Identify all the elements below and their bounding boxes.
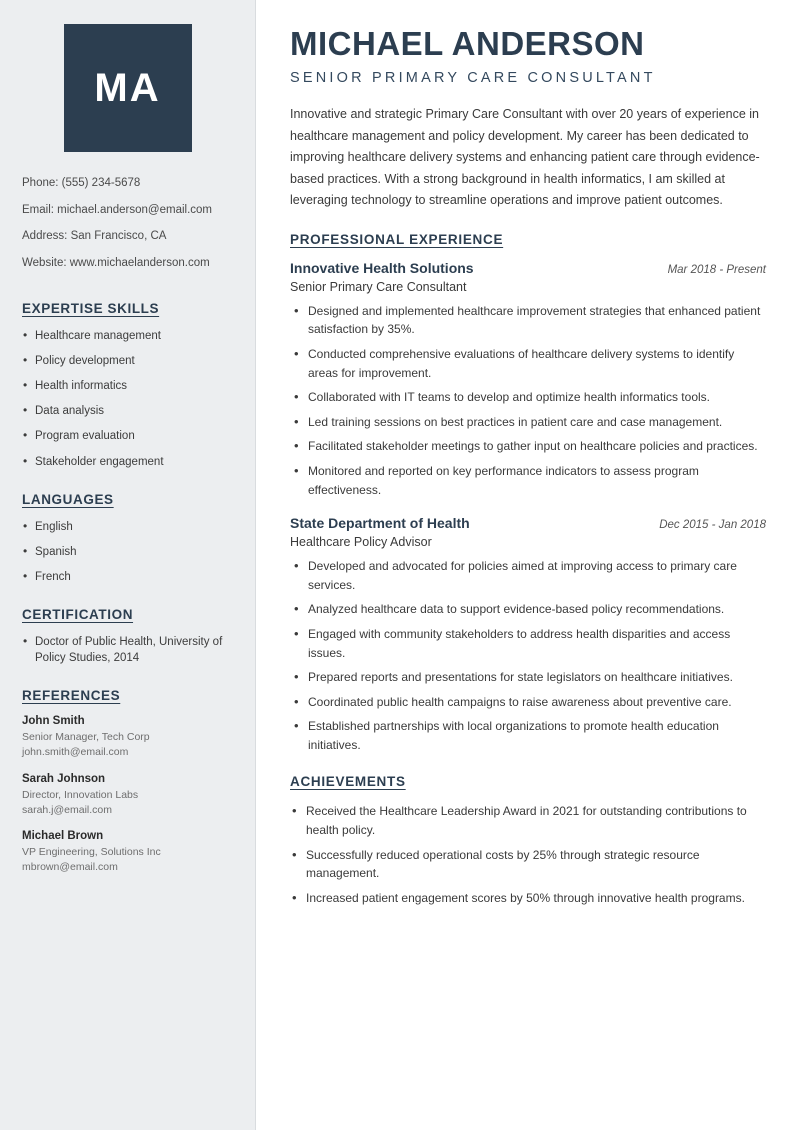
employment-dates: Mar 2018 - Present [667,263,766,276]
responsibilities-list [290,557,766,754]
contact-phone: Phone: (555) 234-5678 [22,177,141,189]
languages-list [22,519,233,585]
list-item: • Prepared reports and presentations for state legislators on healthcare initiatives. [290,668,766,687]
section-languages [22,492,233,585]
list-item: • Program evaluation [22,428,233,444]
achievements-list [290,802,766,907]
monogram-initials: MA [64,24,192,152]
list-item: • Coordinated public health campaigns to raise awareness about preventive care. [290,693,766,712]
list-item: • Analyzed healthcare data to support evidence-based policy recommendations. [290,600,766,619]
references-heading: REFERENCES [22,688,121,704]
experience-header [290,515,766,531]
section-expertise-skills [22,301,233,470]
reference-title: Director, Innovation Labs [22,788,139,801]
list-item: • Conducted comprehensive evaluations of healthcare delivery systems to identify areas for improvement. [290,345,766,382]
position-title: Senior Primary Care Consultant [290,279,467,294]
section-achievements [290,774,766,907]
list-item: • Established partnerships with local organizations to promote health education initiatives. [290,717,766,754]
section-references [22,688,233,875]
expertise-skills-heading: EXPERTISE SKILLS [22,301,160,317]
responsibilities-list [290,302,766,499]
contact-address: Address: San Francisco, CA [22,230,167,243]
page-title: MICHAEL ANDERSON [290,25,645,62]
achievements-heading: ACHIEVEMENTS [290,774,406,790]
reference-name: Sarah Johnson [22,772,106,785]
reference-email: john.smith@email.com [22,746,129,759]
position-title: Healthcare Policy Advisor [290,535,432,550]
sidebar [0,0,256,1130]
professional-experience-heading: PROFESSIONAL EXPERIENCE [290,231,504,247]
list-item: • Healthcare management [22,328,233,344]
list-item: • French [22,569,233,585]
list-item: • Designed and implemented healthcare improvement strategies that enhanced patient satisfaction by 35%. [290,302,766,339]
list-item: • Health informatics [22,378,233,394]
list-item: • Monitored and reported on key performance indicators to assess program effectiveness. [290,462,766,499]
list-item: • Stakeholder engagement [22,454,233,470]
list-item: • Increased patient engagement scores by 50% through innovative health programs. [290,889,766,908]
experience-entry [290,515,766,754]
reference-title: Senior Manager, Tech Corp [22,731,150,744]
employer-name: State Department of Health [290,515,470,532]
list-item: • Led training sessions on best practices in patient care and case management. [290,413,766,432]
reference-email: sarah.j@email.com [22,803,113,816]
list-item: • Doctor of Public Health, University of Policy Studies, 2014 [22,634,233,666]
section-certification [22,607,233,666]
section-professional-experience [290,232,766,755]
contact-email: Email: michael.anderson@email.com [22,203,212,216]
list-item: • Engaged with community stakeholders to address health disparities and access issues. [290,625,766,662]
expertise-skills-list [22,328,233,470]
contact-website: Website: www.michaelanderson.com [22,256,210,269]
list-item: • Data analysis [22,403,233,419]
reference-title: VP Engineering, Solutions Inc [22,845,161,858]
reference-email: mbrown@email.com [22,861,118,874]
list-item: • Developed and advocated for policies aimed at improving access to primary care services. [290,557,766,594]
reference-name: Michael Brown [22,829,104,842]
certification-heading: CERTIFICATION [22,606,134,622]
reference-name: John Smith [22,715,85,728]
professional-summary: Innovative and strategic Primary Care Consultant with over 20 years of experience in healthcare management and policy development. My career has been dedicated to improving healthcare delivery systems and enhancing patient care through evidence-based practices. With a strong background in health informatics, I am skilled at leveraging technology to streamline operations and improve patient outcomes. [290,107,760,208]
list-item: • Collaborated with IT teams to develop and optimize health informatics tools. [290,388,766,407]
list-item: • English [22,519,233,535]
job-title-subtitle: SENIOR PRIMARY CARE CONSULTANT [290,70,656,87]
experience-header [290,260,766,276]
list-item: • Spanish [22,544,233,560]
list-item: • Successfully reduced operational costs by 25% through strategic resource management. [290,846,766,883]
list-item: • Policy development [22,353,233,369]
list-item [22,715,233,760]
employment-dates: Dec 2015 - Jan 2018 [659,519,766,532]
list-item [22,773,233,818]
list-item: • Facilitated stakeholder meetings to gather input on healthcare policies and practices. [290,437,766,456]
languages-heading: LANGUAGES [22,491,114,507]
list-item [22,830,233,875]
experience-entry [290,260,766,499]
employer-name: Innovative Health Solutions [290,259,474,276]
certification-list [22,634,233,666]
contact-list [22,176,233,271]
main-content [256,0,800,1130]
avatar [22,24,233,152]
list-item: • Received the Healthcare Leadership Award in 2021 for outstanding contributions to health policy. [290,802,766,839]
